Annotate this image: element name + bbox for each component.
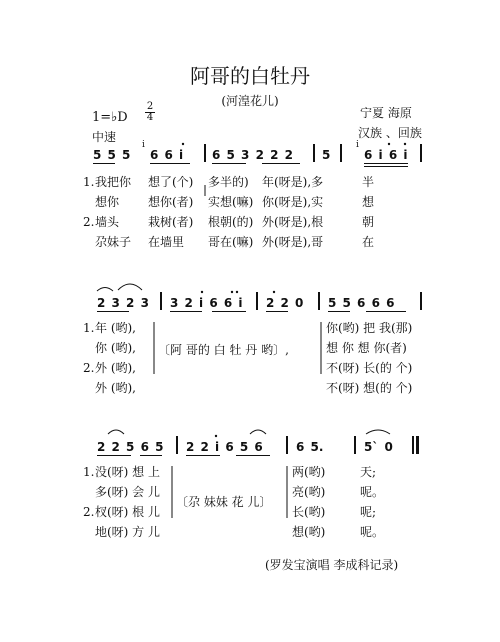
lyric: 外(呀是),根 xyxy=(262,215,324,229)
system2-measure4: 5 5 6 6 6 xyxy=(328,296,395,310)
lyric: 在 xyxy=(362,235,375,249)
octave-dot xyxy=(231,291,233,293)
region-label: 宁夏 海原 xyxy=(360,106,412,120)
lyric: 朝 xyxy=(362,215,375,229)
slur xyxy=(118,284,142,290)
lyric: 年(呀是),多 xyxy=(262,175,324,189)
octave-dot xyxy=(182,143,184,145)
verse-number: 1. xyxy=(83,321,95,335)
slur xyxy=(108,430,124,434)
system1-measure2: 6 6 i xyxy=(150,148,184,162)
system1-measure5: 6 i 6 i xyxy=(364,148,408,162)
verse-number: 1. xyxy=(83,175,95,189)
octave-dot xyxy=(215,435,217,437)
verse-number: 2. xyxy=(83,505,95,519)
lyric: 不(呀) 想(的 个) xyxy=(326,381,413,395)
lyric: 外(呀是),哥 xyxy=(262,235,324,249)
lyric: 多半的) xyxy=(208,175,249,189)
lyric: 在墙里 xyxy=(148,235,185,249)
system1-measure1: 5 5 5 xyxy=(93,148,131,162)
lyric: 想 xyxy=(362,195,375,209)
song-title: 阿哥的白牡丹 xyxy=(190,64,310,88)
credit-line: (罗发宝演唱 李成科记录) xyxy=(265,558,399,572)
lyric: 想(哟) xyxy=(292,525,326,539)
verse-number: 2. xyxy=(83,215,95,229)
system2-measure2: 3 2 i 6 6 i xyxy=(170,296,243,310)
lyric: 没(呀) 想 上 xyxy=(95,465,160,479)
lyric: 我把你 xyxy=(95,175,132,189)
lyric: 哥在(嘛) xyxy=(208,235,254,249)
time-signature-denominator: 4 xyxy=(146,112,154,123)
octave-dot xyxy=(236,291,238,293)
octave-dot xyxy=(273,291,275,293)
lyric: 你(哟) 把 我(那) xyxy=(326,321,413,335)
octave-dot xyxy=(388,143,390,145)
ethnicity-label: 汉族 、回族 xyxy=(358,126,422,140)
lyric: 你(呀是),实 xyxy=(262,195,324,209)
lyric: 半 xyxy=(362,175,375,189)
lyric: 不(呀) 长(的 个) xyxy=(326,361,413,375)
lyric: 多(呀) 会 儿 xyxy=(95,485,160,499)
lyric: 天; xyxy=(360,465,377,479)
tempo-marking: 中速 xyxy=(92,130,117,144)
system3-measure4: 5ˋ 0 xyxy=(364,440,393,454)
system3-measure2: 2 2 i 6 5 6 xyxy=(186,440,263,454)
lyric: 栽树(者) xyxy=(148,215,194,229)
verse-number: 1. xyxy=(83,465,95,479)
lyric: 实想(嘛) xyxy=(208,195,254,209)
lyric: 想你 xyxy=(95,195,120,209)
lyric: 杈(呀) 根 儿 xyxy=(95,505,160,519)
lyric: 外 (哟), xyxy=(95,381,136,395)
system3-measure3: 6 5. xyxy=(296,440,324,454)
slur xyxy=(97,288,113,292)
octave-dot xyxy=(201,291,203,293)
system2-measure3: 2 2 0 xyxy=(266,296,304,310)
lyric: 外 (哟), xyxy=(95,361,136,375)
lyric: 地(呀) 方 儿 xyxy=(95,525,160,539)
time-signature-numerator: 2 xyxy=(146,101,154,112)
song-subtitle: (河湟花儿) xyxy=(221,94,279,108)
lyric: 墙头 xyxy=(95,215,120,229)
verse-number: 2. xyxy=(83,361,95,375)
system2-measure1: 2 3 2 3 xyxy=(97,296,149,310)
lyric: 呢。 xyxy=(360,485,385,499)
refrain-lyric: 〔阿 哥的 白 牡 丹 哟〕, xyxy=(158,343,289,357)
system1-measure3: 6 5 3 2 2 2 xyxy=(212,148,293,162)
slur xyxy=(366,430,390,434)
lyric: 亮(哟) xyxy=(292,485,326,499)
slur xyxy=(250,430,266,434)
octave-dot xyxy=(404,143,406,145)
lyric: 呢; xyxy=(360,505,377,519)
key-signature: 1=♭D xyxy=(92,110,128,125)
lyric: 想了(个) xyxy=(148,175,194,189)
system1-grace-note-2: i xyxy=(356,140,359,150)
lyric: 呢。 xyxy=(360,525,385,539)
lyric: 你 (哟), xyxy=(95,341,136,355)
system3-measure1: 2 2 5 6 5 xyxy=(97,440,164,454)
lyric: 想 你 想 你(者) xyxy=(326,341,407,355)
system1-measure4: 5 xyxy=(322,148,331,162)
lyric: 长(哟) xyxy=(292,505,326,519)
lyric: 两(哟) xyxy=(292,465,326,479)
system1-grace-note: i xyxy=(142,140,145,150)
lyric: 尕妹子 xyxy=(95,235,132,249)
lyric: 年 (哟), xyxy=(95,321,136,335)
refrain-lyric: 〔尕 妹妹 花 儿〕 xyxy=(176,495,272,509)
lyric: 想你(者) xyxy=(148,195,194,209)
lyric: 根朝(的) xyxy=(208,215,254,229)
